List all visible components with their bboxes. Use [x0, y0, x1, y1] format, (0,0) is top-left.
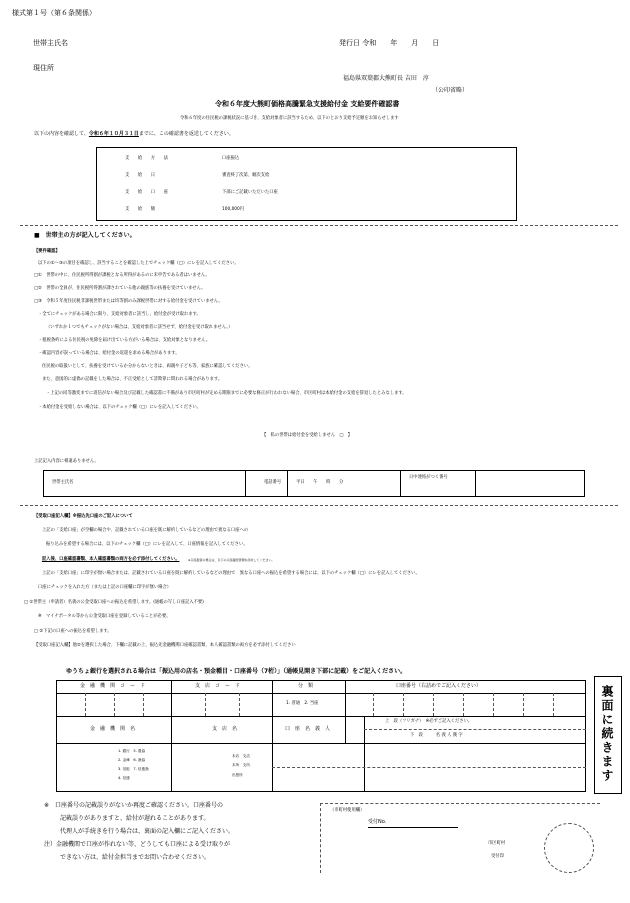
note-6: また、意図的に虚偽の記載をした場合は、不正受給として詐欺罪に問われる場合があります。 — [42, 377, 223, 382]
bottom-note-3: 代理人が手続きを行う場合は、裏面の記入欄にご記入ください。 — [60, 828, 235, 835]
note-5: 住民税の取扱いとして、扶養を受けているか分からないときは、両親や子ども等、家族に確認してください。 — [42, 364, 253, 369]
office-divider — [320, 803, 321, 873]
address-label: 現住所 — [33, 64, 54, 72]
acct-cell-5 — [493, 693, 494, 716]
bottom-note-1: ※ 口座番号の記載誤りがないか再度ご確認ください。口座番号の — [44, 802, 224, 809]
bank-code-header: 金 融 機 関 コ ー ド — [80, 683, 146, 689]
requirements-note: 以下の①～③の項目を確認し、該当することを確認した上でチェック欄（□）にレを記入してください。 — [38, 261, 239, 266]
office-top-line — [320, 803, 600, 804]
requirement-2[interactable]: □② 世帯の全員が、住民税所得割が課されている他の親族等の扶養を受けていません。 — [34, 286, 206, 291]
bank-row-3 — [56, 743, 586, 744]
holder-header: 口 座 名 義 人 — [285, 726, 331, 732]
account-heading: 【受取口座記入欄】※振込先口座のご記入について — [34, 514, 133, 519]
issue-date: 発行日 令和 年 月 日 — [339, 39, 440, 47]
note-7: ・上記の同等激変までに返信がない場合及び記載した確認書に不備があり市区町村が定める期限までに必要な修正が行われない場合、市区町村は本給付金の支給を辞退したとみなします。 — [46, 391, 407, 396]
note-4: ・確認内容が誤っている場合は、給付金の返還を求める場合があります。 — [38, 351, 180, 356]
continue-label: 裏面に続きます — [600, 685, 614, 783]
kana-divider — [364, 729, 586, 730]
confirm-deadline: 令和６年１０月３１日 — [88, 131, 139, 137]
sig-divider-2 — [287, 470, 288, 497]
receipt-seal-label: 受付印 — [491, 854, 504, 859]
cut-line-2 — [20, 505, 618, 506]
type-header: 分 類 — [298, 683, 314, 689]
bank-type-1: 1. 銀行 5. 農協 — [118, 749, 146, 753]
acct-cell-1 — [373, 693, 374, 716]
bottom-note-2: 記載誤りがありますと、給付が遅れることがあります。 — [60, 815, 210, 822]
branch-name-header: 支 店 名 — [212, 726, 238, 732]
sig-caller: 日中連絡がつく番号 — [409, 475, 448, 480]
signature-note: 上記記入内容に相違ありません。 — [34, 459, 99, 464]
confirm-suffix: までに、この確認書を返送してください。 — [138, 131, 234, 137]
decline-line[interactable]: 【 私の世帯は給付金を受給しません □ 】 — [262, 433, 352, 438]
cut-line — [20, 225, 618, 226]
sig-phone: 電話番号 — [264, 480, 282, 485]
kana-bottom: 下 段 名 義 人 漢 字 — [410, 733, 463, 738]
bank-col-2 — [272, 680, 273, 792]
note-8: ・本給付金を受給しない場合は、以下のチェック欄（□）にレを記入してください。 — [38, 405, 201, 410]
office-use-label: （市町村使用欄） — [330, 808, 365, 813]
acct-cell-6 — [523, 693, 524, 716]
bank-col-3 — [345, 680, 346, 743]
date-value: 審査終了次第、順次支給 — [222, 173, 270, 178]
account-option-1[interactable]: □ ①世帯主（申請者）名義の公金受取口座への振込を希望します。(通帳の写し口座記入不要) — [24, 600, 204, 605]
branch-type-2: 本所 支所 — [232, 763, 250, 767]
document-title: 令和６年度大熊町価格高騰緊急支援給付金 支給要件確認書 — [215, 100, 400, 108]
holder-divider — [272, 767, 586, 768]
note-3: ・租税条約による住民税の免除を届け出ている方がいる場合は、支給対象となりません。 — [38, 338, 211, 343]
bank-table — [56, 680, 586, 792]
bank-type-2: 2. 金庫 6. 漁協 — [118, 758, 146, 762]
bottom-note-5: できない方は、給付金担当までお問い合わせください。 — [60, 854, 211, 861]
sig-divider-1 — [245, 470, 246, 497]
account-line-3: 上記の「支給口座」に印字が無い場合または、記載されている口座を既に解約しているなどの理由で 異なる口座への振込を希望する場合には、以下のチェック欄（□）にレを記入してください。 — [42, 571, 420, 576]
bank-col-4 — [364, 716, 365, 792]
confirm-line — [34, 132, 234, 137]
confirm-prefix: 以下の内容を確認して、 — [34, 131, 89, 137]
acct-cell-3 — [433, 693, 434, 716]
branch-code-cell-1 — [205, 693, 206, 716]
seal-circle — [544, 823, 594, 873]
method-value: 口座振込 — [222, 156, 240, 161]
bank-row-1 — [56, 693, 586, 694]
sig-divider-4 — [475, 470, 476, 497]
account-label: 支 給 口 座 — [125, 190, 168, 195]
type-options[interactable]: 1. 普通 2. 当座 — [286, 701, 319, 706]
account-notice-sub: ※口座振替の場合は、以下の口座確認書類を添付してください。 — [188, 558, 275, 562]
account-line-2: 振り込みを希望する場合には、以下のチェック欄（□）にレを記入して、口座情報を記入してください。 — [46, 542, 248, 547]
bank-row-2 — [56, 716, 586, 717]
requirement-1[interactable]: □① 世帯の中に、住民税所得割が課税となる所得があるのに未申告である者はいません。 — [34, 273, 210, 278]
account-option-2[interactable]: □ ②下記の口座への振込を希望します。 — [34, 629, 112, 634]
account-no-header: 口座番号（右詰めでご記入ください） — [396, 683, 482, 689]
intro-text: 令和６年度の住民税の課税状況に基づき、支給対象者に該当するため、以下のとおり支給予定額をお知らせします — [180, 116, 399, 121]
kana-top: 上 段（フリガナ） ※必ずご記入ください。 — [385, 719, 473, 724]
requirements-heading: 【要件確認】 — [34, 249, 60, 254]
requirement-3[interactable]: □③ 令和５年度住民税非課税世帯または均等割のみ課税世帯に対する給付金を受けていません。 — [34, 299, 223, 304]
account-line-1: 上記の「支給口座」が空欄の場合や、記載されている口座を既に解約しているなどの理由で異なる口座への — [42, 528, 249, 533]
bank-code-cell-1 — [85, 693, 86, 716]
yucho-note: ゆうちょ銀行を選択される場合は「振込用の店名・預金種目・口座番号（7桁）」（通帳見開き下部に記載）をご記入ください。 — [66, 668, 407, 675]
bank-type-4: 4. 信連 — [118, 776, 130, 780]
sig-day: 平日 午 時 分 — [296, 480, 344, 485]
note-2: （いずれか１つでもチェックがない場合は、支給対象者に該当せず、給付金を受け取れません。） — [46, 325, 233, 330]
acct-cell-7 — [553, 693, 554, 716]
account-option-2-sub: 【受取口座記入欄】他②を選択した場合、下欄に記載の上、振込先金融機関口座確認書類、本人確認書類の両方を必ず添付してください — [34, 643, 296, 648]
bank-code-cell-2 — [114, 693, 115, 716]
form-number: 様式第１号（第６条関係） — [12, 9, 96, 17]
branch-type-1: 本店 支店 — [232, 754, 250, 758]
receipt-no: 受付No. — [368, 819, 387, 825]
bank-name-header: 金 融 機 関 名 — [90, 726, 136, 732]
branch-type-3: 出張所 — [232, 773, 243, 777]
branch-code-cell-2 — [239, 693, 240, 716]
method-label: 支 給 方 法 — [125, 156, 168, 161]
bank-col-1 — [171, 680, 172, 792]
bank-code-cell-3 — [143, 693, 144, 716]
acct-cell-2 — [403, 693, 404, 716]
amount-label: 支 給 額 — [125, 207, 156, 212]
acct-cell-4 — [463, 693, 464, 716]
householder-name-label: 世帯主氏名 — [33, 39, 68, 47]
receipt-no-line — [368, 827, 458, 828]
account-option-1-sub: ※ マイナポータル等から公金受取口座を登録していることが必要。 — [38, 614, 171, 619]
account-line-4: 口座にチェックを入れた方（または上記の口座欄に印字が無い場合） — [38, 585, 172, 590]
seal-omitted: （公印省略） — [432, 87, 469, 94]
amount-value: 100,000円 — [222, 207, 245, 212]
branch-code-header: 支 店 コ ー ド — [195, 683, 241, 689]
date-label: 支 給 日 — [125, 173, 156, 178]
sig-divider-3 — [400, 470, 401, 497]
mayor-name: 福島県双葉郡大熊町長 吉田 淳 — [343, 75, 429, 82]
account-value: 下部にご記載いただいた口座 — [222, 190, 278, 195]
bank-type-3: 3. 信組 7. 信連漁 — [118, 767, 149, 771]
bottom-note-4: 注）金融機関で口座が作れない等、どうしても口座による受け取りが — [44, 841, 231, 848]
section-householder: ■ 世帯主の方が記入してください。 — [34, 232, 136, 239]
sig-householder-name: 世帯主氏名 — [52, 480, 74, 485]
account-notice: 記入後、口座確認書類、本人確認書類の両方を必ず添付してください。 — [42, 557, 180, 562]
note-1: ・全てにチェックがある場合に限り、支給対象者に該当し、給付金が受け取れます。 — [38, 312, 201, 317]
municipality-label: 市区町村 — [488, 841, 506, 846]
